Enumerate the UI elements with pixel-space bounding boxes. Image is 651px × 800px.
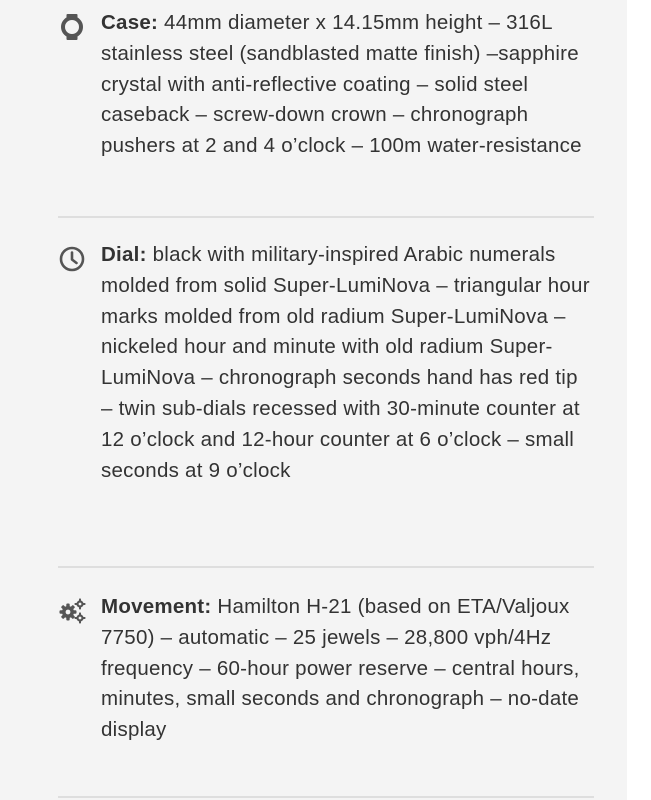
spec-text-dial [101,240,594,486]
gears-icon [58,597,86,625]
spec-value-movement: Hamilton H-21 (based on ETA/Valjoux 7750) – automatic – 25 jewels – 28,800 vph/4Hz frequency – 60-hour power reserve – central hours, minutes, small seconds and chronograph – no-date display [101,595,580,742]
spec-text-case [101,8,594,162]
spec-value-case: 44mm diameter x 14.15mm height – 316L stainless steel (sandblasted matte finish) –sapphire crystal with anti-reflective coating – solid steel caseback – screw-down crown – chronograph pushers at 2 and 4 o’clock – 100m water-resistance [101,11,582,158]
spec-list [58,0,594,798]
divider [58,796,594,798]
spec-item-case [58,0,594,218]
spec-label-movement: Movement: [101,595,212,618]
spec-value-dial: black with military-inspired Arabic numerals molded from solid Super-LumiNova – triangular hour marks molded from old radium Super-LumiNova – nickeled hour and minute with old radium Super-LumiNova – chronograph seconds hand has red tip – twin sub-dials recessed with 30-minute counter at 12 o’clock and 12-hour counter at 6 o’clock – small seconds at 9 o’clock [101,243,590,482]
clock-icon [58,245,86,273]
spec-text-movement [101,592,594,746]
spec-label-dial: Dial: [101,243,147,266]
spec-item-dial [58,218,594,568]
spec-item-movement [58,568,594,798]
watch-icon [58,13,86,41]
right-gutter [627,0,651,800]
spec-label-case: Case: [101,11,159,34]
